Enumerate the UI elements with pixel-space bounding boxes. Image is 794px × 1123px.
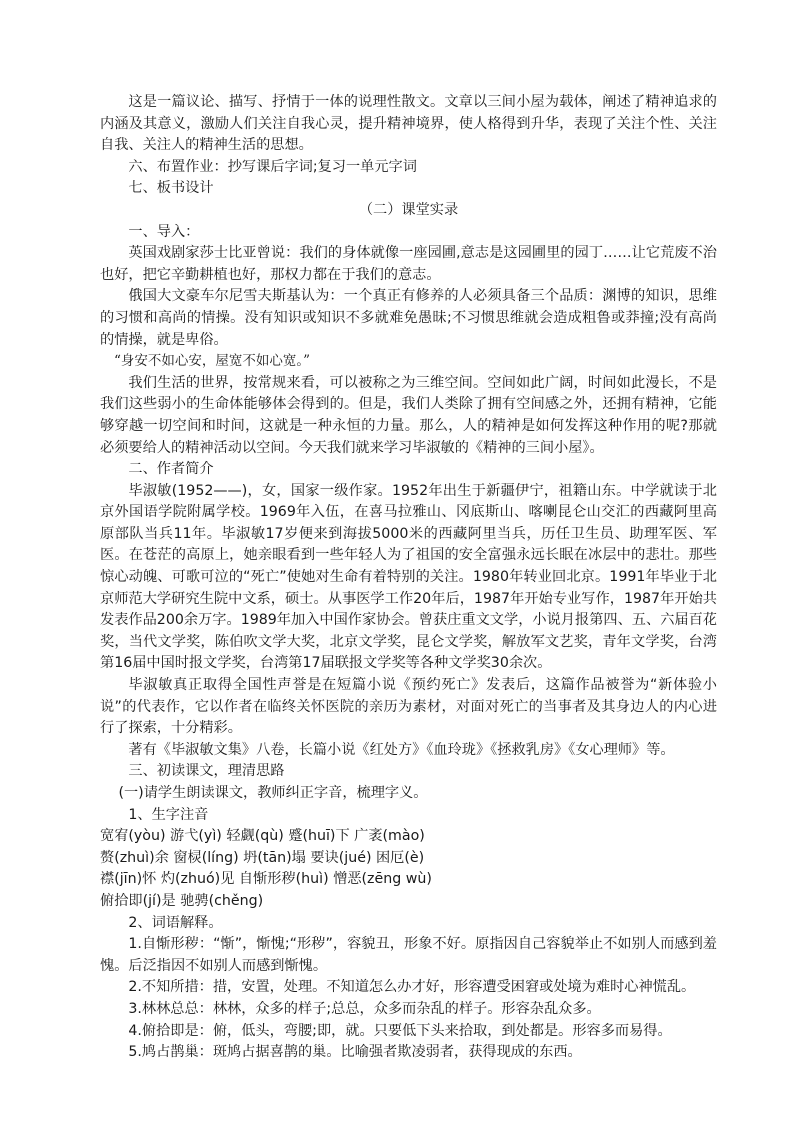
pinyin-line-1: 宽宥(yòu) 游弋(yì) 轻觑(qù) 蹙(huī)下 广袤(mào): [100, 828, 425, 845]
quote-line: “身安不如心安，屋宽不如心宽。”: [114, 353, 311, 370]
fame-paragraph: 毕淑敏真正取得全国性声誉是在短篇小说《预约死亡》发表后，这篇作品被誉为“新体验小说”的代表作，它以作者在临终关怀医院的亲历为素材，对面对死亡的当事者及其身边人的内心进行了探索，十分精彩。: [100, 677, 717, 737]
reading-heading: 三、初读课文，理清思路: [128, 763, 285, 780]
chernyshevsky-paragraph: 俄国大文豪车尔尼雪夫斯基认为：一个真正有修养的人必须具备三个品质：渊博的知识，思维的习惯和高尚的情操。没有知识或知识不多就难免愚昧;不习惯思维就会造成粗鲁或莽撞;没有高尚的情操，就是卑俗。: [100, 288, 717, 348]
vocab-heading: 2、词语解释。: [128, 914, 223, 931]
pinyin-line-4: 俯拾即(jí)是 驰骋(chěng): [100, 892, 264, 909]
pinyin-line-3: 襟(jīn)怀 灼(zhuó)见 自惭形秽(huì) 憎恶(zēng wù): [100, 871, 432, 888]
intro-heading: 一、导入：: [128, 223, 200, 240]
vocab-item-4: 4.俯拾即是：俯，低头，弯腰;即，就。只要低下头来拾取，到处都是。形容多而易得。: [128, 1022, 672, 1039]
board-design-heading: 七、板书设计: [128, 180, 214, 197]
vocab-item-2: 2.不知所措：措，安置，处理。不知道怎么办才好，形容遭受困窘或处境为难时心神慌乱。: [128, 979, 696, 996]
author-heading: 二、作者简介: [128, 461, 214, 478]
vocab-item-3: 3.林林总总：林林，众多的样子;总总，众多而杂乱的样子。形容杂乱众多。: [128, 1000, 601, 1017]
reading-subheading: (一)请学生朗读课文，教师纠正字音，梳理字义。: [118, 785, 428, 801]
section-title: （二）课堂实录: [358, 201, 459, 218]
pinyin-heading: 1、生字注音: [128, 806, 209, 823]
intro-paragraph: 这是一篇议论、描写、抒情于一体的说理性散文。文章以三间小屋为载体，阐述了精神追求的内涵及其意义，激励人们关注自我心灵，提升精神境界，使人格得到升华，表现了关注个性、关注自我、关注人的精神生活的思想。: [100, 94, 717, 154]
biography-paragraph: 毕淑敏(1952——)，女，国家一级作家。1952年出生于新疆伊宁，祖籍山东。中学就读于北京外国语学院附属学校。1969年入伍，在喜马拉雅山、冈底斯山、喀喇昆仑山交汇的西藏阿里高原部队当兵11年。毕淑敏17岁便来到海拔5000米的西藏阿里当兵，历任卫生员、助理军医、军医。在苍茫的高原上，她亲眼看到一些年轻人为了祖国的安全富强永远长眠在冰层中的悲壮。那些惊心动魄、可歌可泣的“死亡”使她对生命有着特别的关注。1980年转业回北京。1991年毕业于北京师范大学研究生院中文系，硕士。从事医学工作20年后，1987年开始专业写作，1987年开始共发表作品200余万字。1989年加入中国作家协会。曾获庄重文文学，小说月报第四、五、六届百花奖，当代文学奖，陈伯吹文学大奖，北京文学奖，昆仑文学奖，解放军文艺奖，青年文学奖，台湾第16届中国时报文学奖，台湾第17届联报文学奖等各种文学奖30余次。: [100, 482, 717, 672]
pinyin-line-2: 赘(zhuì)余 窗棂(líng) 坍(tān)塌 要诀(jué) 困厄(è): [100, 849, 425, 866]
shakespeare-paragraph: 英国戏剧家莎士比亚曾说：我们的身体就像一座园圃,意志是这园圃里的园丁……让它荒废不治也好，把它辛勤耕植也好，那权力都在于我们的意志。: [100, 245, 717, 283]
world-paragraph: 我们生活的世界，按常规来看，可以被称之为三维空间。空间如此广阔，时间如此漫长，不是我们这些弱小的生命体能够体会得到的。但是，我们人类除了拥有空间感之外，还拥有精神，它能够穿越一切空间和时间，这就是一种永恒的力量。那么，人的精神是如何发挥这种作用的呢?那就必须要给人的精神活动以空间。今天我们就来学习毕淑敏的《精神的三间小屋》。: [100, 374, 717, 456]
vocab-item-1: 1.自惭形秽：“惭”，惭愧;“形秽”，容貌丑，形象不好。原指因自己容貌举止不如别人而感到羞愧。后泛指因不如别人而感到惭愧。: [100, 936, 717, 974]
vocab-item-5: 5.鸠占鹊巢：斑鸠占据喜鹊的巢。比喻强者欺凌弱者，获得现成的东西。: [128, 1044, 582, 1061]
homework-heading: 六、布置作业：抄写课后字词;复习一单元字词: [128, 158, 417, 175]
works-paragraph: 著有《毕淑敏文集》八卷，长篇小说《红处方》《血玲珑》《拯救乳房》《女心理师》等。: [128, 741, 675, 758]
document-page: [100, 92, 717, 1064]
